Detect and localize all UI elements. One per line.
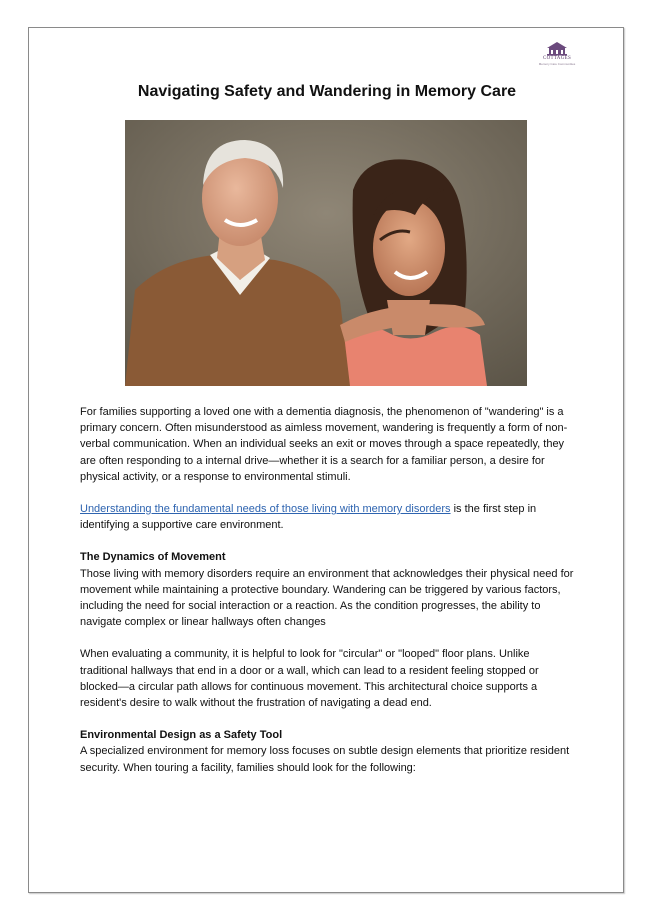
logo-tagline: Memory Care Communities: [538, 62, 576, 66]
link-paragraph-text: is the first step in identifying a supportive care environment.: [80, 503, 537, 532]
intro-paragraph: For families supporting a loved one with a dementia diagnosis, the phenomenon of "wandering" is a primary concern. Often misunderstood as aimless movement, wandering is frequently a form of non-verbal communication. When an individual seeks an exit or moves through a space repeatedly, they are often responding to a internal drive—whether it is a search for a familiar person, a desire for physical activity, or a response to environmental stimuli.: [80, 406, 568, 483]
memory-disorders-link[interactable]: Understanding the fundamental needs of those living with memory disorders: [80, 503, 451, 516]
document-page: [28, 27, 624, 893]
cottages-logo-icon: [546, 42, 568, 56]
dynamics-paragraph: Those living with memory disorders require an environment that acknowledges their physical need for movement while maintaining a protective boundary. Wandering can be triggered by various factors, including the need for social interaction or a reaction. As the condition progresses, the ability to navigate complex or linear hallways often changes: [80, 567, 574, 629]
photo-of-elderly-man-and-woman-icon: [125, 120, 527, 386]
cottages-logo: [534, 42, 580, 76]
page-title: Navigating Safety and Wandering in Memory Care: [137, 83, 517, 100]
design-paragraph: A specialized environment for memory loss focuses on subtle design elements that prioritize resident security. When touring a facility, families should look for the following:: [80, 745, 570, 774]
heading-dynamics: The Dynamics of Movement: [80, 551, 226, 564]
logo-name: COTTAGES: [542, 56, 572, 61]
heading-environmental-design: Environmental Design as a Safety Tool: [80, 729, 283, 742]
evaluating-paragraph: When evaluating a community, it is helpful to look for "circular" or "looped" floor plans. Unlike traditional hallways that end in a door or a wall, which can lead to a resident feeling stopped or blocked—a circular path allows for continuous movement. This architectural choice supports a resident's desire to walk without the frustration of navigating a dead end.: [80, 648, 539, 710]
link-paragraph: [80, 501, 576, 533]
hero-photo: [125, 120, 527, 386]
article-body: [80, 404, 576, 792]
